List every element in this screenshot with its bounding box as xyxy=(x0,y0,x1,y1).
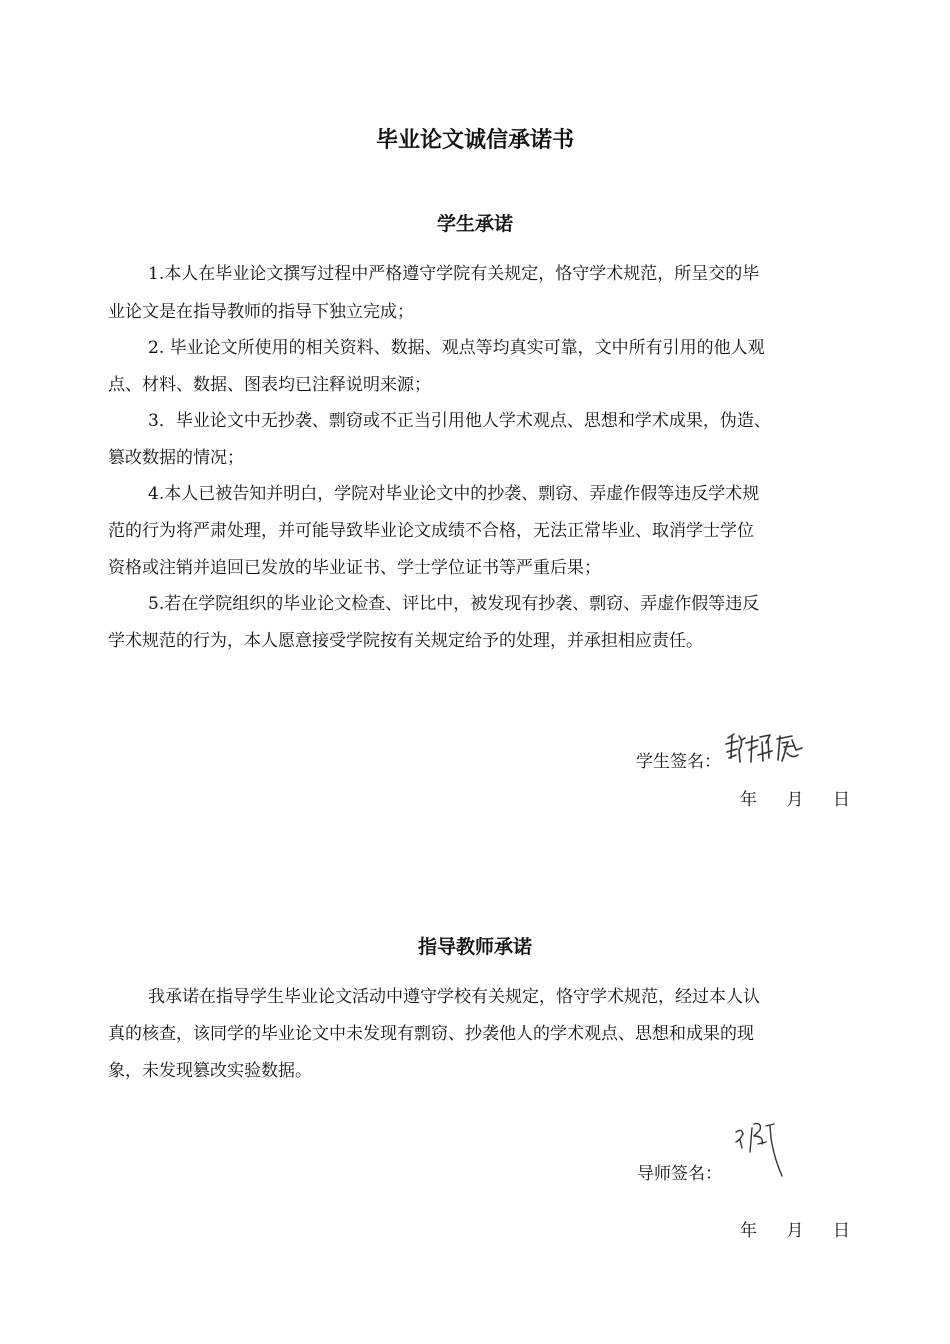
student-pledge-line: 篡改数据的情况； xyxy=(108,448,244,468)
year-label: 年 xyxy=(740,790,757,810)
advisor-pledge-line: 我承诺在指导学生毕业论文活动中遵守学校有关规定，恪守学术规范，经过本人认 xyxy=(148,987,760,1007)
student-pledge-line: 业论文是在指导教师的指导下独立完成； xyxy=(108,302,414,322)
page-title: 毕业论文诚信承诺书 xyxy=(375,128,574,153)
advisor-pledge-line: 象，未发现篡改实验数据。 xyxy=(108,1061,312,1081)
year-label: 年 xyxy=(740,1221,757,1241)
student-pledge-line: 学术规范的行为，本人愿意接受学院按有关规定给予的处理，并承担相应责任。 xyxy=(108,631,703,651)
student-pledge-line: 4.本人已被告知并明白，学院对毕业论文中的抄袭、剽窃、弄虚作假等违反学术规 xyxy=(148,484,760,504)
student-pledge-line: 2. 毕业论文所使用的相关资料、数据、观点等均真实可靠，文中所有引用的他人观 xyxy=(148,338,765,358)
student-signature-image xyxy=(722,728,804,770)
student-date-line xyxy=(740,788,850,812)
advisor-signature-image xyxy=(730,1118,790,1184)
student-section-heading: 学生承诺 xyxy=(436,213,513,235)
student-pledge-line: 范的行为将严肃处理，并可能导致毕业论文成绩不合格，无法正常毕业、取消学士学位 xyxy=(108,521,754,541)
advisor-section-heading: 指导教师承诺 xyxy=(417,936,532,958)
advisor-date-line xyxy=(740,1219,850,1243)
student-pledge-line: 1.本人在毕业论文撰写过程中严格遵守学院有关规定，恪守学术规范，所呈交的毕 xyxy=(148,264,760,284)
day-label: 日 xyxy=(833,1221,850,1241)
student-pledge-line: 3．毕业论文中无抄袭、剽窃或不正当引用他人学术观点、思想和学术成果，伪造、 xyxy=(148,411,771,431)
student-pledge-line: 资格或注销并追回已发放的毕业证书、学士学位证书等严重后果； xyxy=(108,558,601,578)
student-pledge-line: 5.若在学院组织的毕业论文检查、评比中，被发现有抄袭、剽窃、弄虚作假等违反 xyxy=(148,594,760,614)
day-label: 日 xyxy=(833,790,850,810)
advisor-pledge-line: 真的核查，该同学的毕业论文中未发现有剽窃、抄袭他人的学术观点、思想和成果的现 xyxy=(108,1024,754,1044)
month-label: 月 xyxy=(786,790,804,810)
student-signature-label: 学生签名： xyxy=(636,752,721,772)
advisor-signature-label: 导师签名： xyxy=(637,1164,722,1184)
student-pledge-line: 点、材料、数据、图表均已注释说明来源； xyxy=(108,375,431,395)
month-label: 月 xyxy=(786,1221,804,1241)
